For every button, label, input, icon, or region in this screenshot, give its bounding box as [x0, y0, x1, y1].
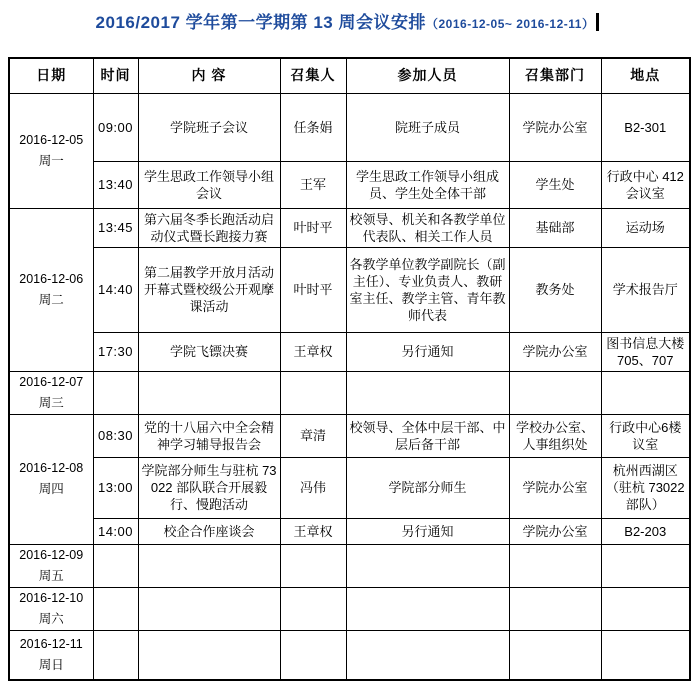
location-cell: B2-203	[601, 518, 690, 544]
convener-cell: 叶时平	[280, 208, 346, 247]
participants-cell	[346, 587, 509, 630]
content-cell: 第二届教学开放月活动开幕式暨校级公开观摩课活动	[138, 247, 280, 332]
weekday-text: 周一	[38, 153, 64, 168]
department-cell: 学院办公室	[509, 93, 601, 161]
table-row	[9, 161, 690, 208]
header-convener: 召集人	[280, 58, 346, 93]
date-cell	[9, 371, 93, 414]
time-cell	[93, 371, 138, 414]
location-cell	[601, 371, 690, 414]
date-cell	[9, 544, 93, 587]
convener-cell: 任条娟	[280, 93, 346, 161]
page-title-text: 2016/2017 学年第一学期第 13 周会议安排	[95, 13, 426, 32]
time-cell	[93, 544, 138, 587]
page-title-date-range: （2016-12-05~ 2016-12-11）	[426, 17, 595, 31]
department-cell	[509, 587, 601, 630]
header-time: 时间	[93, 58, 138, 93]
table-row	[9, 247, 690, 332]
convener-cell: 王章权	[280, 332, 346, 371]
date-text: 2016-12-07	[19, 374, 84, 389]
table-row	[9, 587, 690, 630]
header-department: 召集部门	[509, 58, 601, 93]
date-cell	[9, 93, 93, 208]
department-cell: 学院办公室	[509, 332, 601, 371]
convener-cell: 冯伟	[280, 457, 346, 518]
date-text: 2016-12-08	[19, 461, 84, 475]
location-cell: 学术报告厅	[601, 247, 690, 332]
weekday-text: 周日	[38, 657, 64, 672]
time-cell: 13:00	[93, 457, 138, 518]
content-cell: 学生思政工作领导小组会议	[138, 161, 280, 208]
content-cell: 学院飞镖决赛	[138, 332, 280, 371]
participants-cell: 校领导、全体中层干部、中层后备干部	[346, 414, 509, 457]
department-cell: 基础部	[509, 208, 601, 247]
department-cell	[509, 544, 601, 587]
department-cell	[509, 630, 601, 680]
header-date: 日期	[9, 58, 93, 93]
content-cell	[138, 544, 280, 587]
convener-cell	[280, 544, 346, 587]
page-title	[0, 8, 695, 33]
department-cell: 学校办公室、人事组织处	[509, 414, 601, 457]
content-cell: 学院班子会议	[138, 93, 280, 161]
content-cell	[138, 630, 280, 680]
content-cell	[138, 371, 280, 414]
convener-cell: 王军	[280, 161, 346, 208]
convener-cell	[280, 587, 346, 630]
date-text: 2016-12-11	[19, 636, 83, 651]
content-cell: 校企合作座谈会	[138, 518, 280, 544]
participants-cell	[346, 371, 509, 414]
date-cell	[9, 587, 93, 630]
participants-cell	[346, 544, 509, 587]
location-cell: 行政中心 412 会议室	[601, 161, 690, 208]
convener-cell	[280, 630, 346, 680]
department-cell	[509, 371, 601, 414]
date-cell	[9, 208, 93, 371]
convener-cell	[280, 371, 346, 414]
time-cell: 13:40	[93, 161, 138, 208]
time-cell: 14:40	[93, 247, 138, 332]
header-content: 内 容	[138, 58, 280, 93]
time-cell: 08:30	[93, 414, 138, 457]
date-text: 2016-12-09	[19, 547, 84, 562]
date-text: 2016-12-05	[19, 132, 84, 147]
table-row	[9, 332, 690, 371]
meeting-schedule-table	[8, 57, 691, 681]
department-cell: 教务处	[509, 247, 601, 332]
participants-cell: 学院部分师生	[346, 457, 509, 518]
date-cell	[9, 630, 93, 680]
participants-cell: 院班子成员	[346, 93, 509, 161]
location-cell: 杭州西湖区（驻杭 73022 部队）	[601, 457, 690, 518]
participants-cell: 另行通知	[346, 518, 509, 544]
location-cell: B2-301	[601, 93, 690, 161]
time-cell: 13:45	[93, 208, 138, 247]
department-cell: 学院办公室	[509, 518, 601, 544]
table-row	[9, 457, 690, 518]
convener-cell: 章清	[280, 414, 346, 457]
content-cell: 学院部分师生与驻杭 73022 部队联合开展毅行、慢跑活动	[138, 457, 280, 518]
weekday-text: 周二	[38, 292, 64, 307]
table-row	[9, 93, 690, 161]
table-row	[9, 544, 690, 587]
weekday-text: 周三	[38, 395, 64, 410]
table-row	[9, 518, 690, 544]
location-cell	[601, 587, 690, 630]
participants-cell: 校领导、机关和各教学单位代表队、相关工作人员	[346, 208, 509, 247]
time-cell	[93, 630, 138, 680]
location-cell: 行政中心6楼议室	[601, 414, 690, 457]
header-participants: 参加人员	[346, 58, 509, 93]
weekday-text: 周五	[38, 568, 64, 583]
content-cell: 党的十八届六中全会精神学习辅导报告会	[138, 414, 280, 457]
time-cell	[93, 587, 138, 630]
content-cell	[138, 587, 280, 630]
table-row	[9, 630, 690, 680]
date-text: 2016-12-06	[19, 271, 84, 286]
location-cell	[601, 630, 690, 680]
weekday-text: 周六	[38, 611, 64, 626]
text-cursor	[596, 13, 599, 31]
participants-cell: 另行通知	[346, 332, 509, 371]
department-cell: 学院办公室	[509, 457, 601, 518]
date-text: 2016-12-10	[19, 590, 84, 605]
location-cell: 图书信息大楼 705、707	[601, 332, 690, 371]
participants-cell	[346, 630, 509, 680]
table-row	[9, 371, 690, 414]
time-cell: 17:30	[93, 332, 138, 371]
weekday-text: 周四	[38, 482, 64, 496]
header-location: 地点	[601, 58, 690, 93]
convener-cell: 王章权	[280, 518, 346, 544]
location-cell	[601, 544, 690, 587]
time-cell: 14:00	[93, 518, 138, 544]
department-cell: 学生处	[509, 161, 601, 208]
time-cell: 09:00	[93, 93, 138, 161]
participants-cell: 学生思政工作领导小组成员、学生处全体干部	[346, 161, 509, 208]
table-row	[9, 208, 690, 247]
date-cell	[9, 414, 93, 544]
table-header-row	[9, 58, 690, 93]
convener-cell: 叶时平	[280, 247, 346, 332]
participants-cell: 各教学单位教学副院长（副主任）、专业负责人、教研室主任、教学主管、青年教师代表	[346, 247, 509, 332]
location-cell: 运动场	[601, 208, 690, 247]
table-row	[9, 414, 690, 457]
content-cell: 第六届冬季长跑活动启动仪式暨长跑接力赛	[138, 208, 280, 247]
